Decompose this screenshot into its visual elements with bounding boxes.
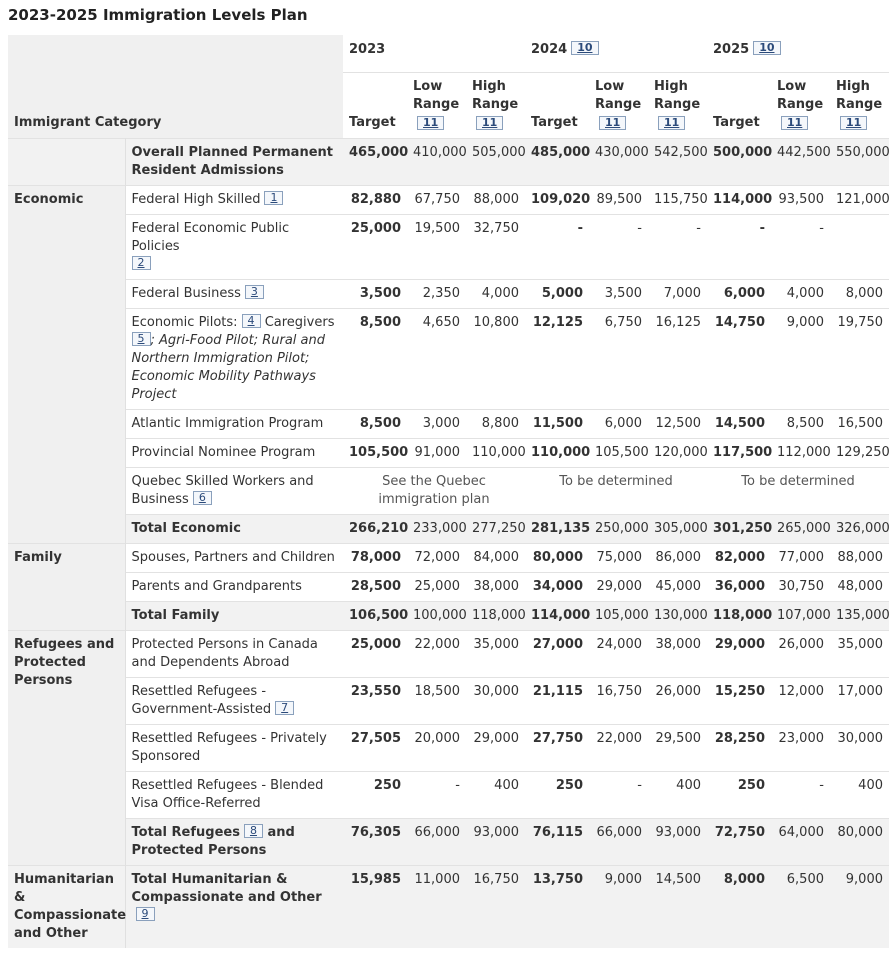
row-label: Total Humanitarian & Compassionate and Other9	[125, 866, 343, 949]
value-cell: 12,125	[525, 309, 589, 410]
value-cell: 45,000	[648, 573, 707, 602]
value-cell: 35,000	[830, 631, 889, 678]
footnote-link-2[interactable]: 2	[132, 256, 151, 270]
value-cell: 13,750	[525, 866, 589, 949]
footnote-link-7[interactable]: 7	[275, 701, 294, 715]
value-cell: 78,000	[343, 544, 407, 573]
value-cell	[830, 215, 889, 280]
value-cell: 16,750	[589, 678, 648, 725]
value-cell: 9,000	[830, 866, 889, 949]
immigration-levels-table	[8, 35, 889, 948]
value-cell: 500,000	[707, 139, 771, 186]
row-label: Resettled Refugees - Privately Sponsored	[125, 725, 343, 772]
table-row-spouses-partners-children	[8, 544, 889, 573]
value-cell: 25,000	[343, 631, 407, 678]
value-cell: 30,000	[466, 678, 525, 725]
value-cell: -	[525, 215, 589, 280]
value-cell: 93,500	[771, 186, 830, 215]
value-cell: 277,250	[466, 515, 525, 544]
value-cell: 86,000	[648, 544, 707, 573]
value-cell: 550,000	[830, 139, 889, 186]
footnote-link-8[interactable]: 8	[244, 824, 263, 838]
value-cell: -	[589, 772, 648, 819]
footnote-link-3[interactable]: 3	[245, 285, 264, 299]
value-cell: 82,880	[343, 186, 407, 215]
note-2023: See the Quebec immigration plan	[343, 468, 525, 515]
footnote-link-11[interactable]: 11	[781, 116, 808, 130]
value-cell: 6,750	[589, 309, 648, 410]
value-cell: 100,000	[407, 602, 466, 631]
footnote-link-10[interactable]: 10	[753, 41, 780, 55]
value-cell: 88,000	[466, 186, 525, 215]
value-cell: 110,000	[466, 439, 525, 468]
value-cell: 38,000	[648, 631, 707, 678]
row-label: Resettled Refugees - Government-Assisted 7	[125, 678, 343, 725]
value-cell: 465,000	[343, 139, 407, 186]
value-cell: 118,000	[466, 602, 525, 631]
value-cell: -	[707, 215, 771, 280]
value-cell: 15,985	[343, 866, 407, 949]
table-row-total-economic	[8, 515, 889, 544]
category-economic: Economic	[8, 186, 125, 544]
footnote-link-11[interactable]: 11	[417, 116, 444, 130]
value-cell: 25,000	[407, 573, 466, 602]
value-cell: 29,000	[466, 725, 525, 772]
table-row-provincial-nominee	[8, 439, 889, 468]
value-cell: 9,000	[771, 309, 830, 410]
value-cell: 35,000	[466, 631, 525, 678]
table-row-atlantic-immigration	[8, 410, 889, 439]
footnote-link-11[interactable]: 11	[658, 116, 685, 130]
value-cell: 8,500	[771, 410, 830, 439]
value-cell: 430,000	[589, 139, 648, 186]
header-low-range: Low Range 11	[589, 73, 648, 139]
table-row-parents-grandparents	[8, 573, 889, 602]
value-cell: 105,500	[343, 439, 407, 468]
value-cell: 542,500	[648, 139, 707, 186]
value-cell: 32,750	[466, 215, 525, 280]
footnote-link-6[interactable]: 6	[193, 491, 212, 505]
value-cell: 9,000	[589, 866, 648, 949]
value-cell: 250	[707, 772, 771, 819]
value-cell: 67,750	[407, 186, 466, 215]
value-cell: 84,000	[466, 544, 525, 573]
value-cell: 28,500	[343, 573, 407, 602]
header-target: Target	[525, 73, 589, 139]
value-cell: 23,000	[771, 725, 830, 772]
footnote-link-11[interactable]: 11	[840, 116, 867, 130]
value-cell: 64,000	[771, 819, 830, 866]
row-label: Federal High Skilled 1	[125, 186, 343, 215]
header-low-range: Low Range 11	[407, 73, 466, 139]
value-cell: 250	[525, 772, 589, 819]
category-family: Family	[8, 544, 125, 631]
value-cell: 250	[343, 772, 407, 819]
value-cell: 14,500	[707, 410, 771, 439]
footnote-link-11[interactable]: 11	[599, 116, 626, 130]
value-cell: 266,210	[343, 515, 407, 544]
row-label: Resettled Refugees - Blended Visa Office-Referred	[125, 772, 343, 819]
table-row-government-assisted	[8, 678, 889, 725]
value-cell: 21,115	[525, 678, 589, 725]
value-cell: 34,000	[525, 573, 589, 602]
value-cell: 4,000	[771, 280, 830, 309]
value-cell: 2,350	[407, 280, 466, 309]
table-row-federal-high-skilled	[8, 186, 889, 215]
header-year-2023: 2023	[343, 35, 525, 73]
value-cell: 12,500	[648, 410, 707, 439]
value-cell: 16,125	[648, 309, 707, 410]
value-cell: 27,750	[525, 725, 589, 772]
row-label: Federal Business 3	[125, 280, 343, 309]
value-cell: 281,135	[525, 515, 589, 544]
row-label: Provincial Nominee Program	[125, 439, 343, 468]
row-label: Overall Planned Permanent Resident Admissions	[125, 139, 343, 186]
value-cell: 3,000	[407, 410, 466, 439]
value-cell: 5,000	[525, 280, 589, 309]
value-cell: 110,000	[525, 439, 589, 468]
value-cell: 93,000	[648, 819, 707, 866]
value-cell: 7,000	[648, 280, 707, 309]
header-high-range: High Range 11	[466, 73, 525, 139]
value-cell: 88,000	[830, 544, 889, 573]
value-cell: 89,500	[589, 186, 648, 215]
value-cell: 8,500	[343, 410, 407, 439]
value-cell: 20,000	[407, 725, 466, 772]
value-cell: 400	[830, 772, 889, 819]
value-cell: 26,000	[648, 678, 707, 725]
value-cell: 82,000	[707, 544, 771, 573]
value-cell: -	[771, 772, 830, 819]
value-cell: 117,500	[707, 439, 771, 468]
row-label: Federal Economic Public Policies 2	[125, 215, 343, 280]
value-cell: 22,000	[407, 631, 466, 678]
value-cell: 265,000	[771, 515, 830, 544]
value-cell: 26,000	[771, 631, 830, 678]
value-cell: 112,000	[771, 439, 830, 468]
table-row-privately-sponsored	[8, 725, 889, 772]
value-cell: 8,800	[466, 410, 525, 439]
table-row-economic-pilots	[8, 309, 889, 410]
value-cell: 29,500	[648, 725, 707, 772]
value-cell: 130,000	[648, 602, 707, 631]
value-cell: 326,000	[830, 515, 889, 544]
value-cell: 105,000	[589, 602, 648, 631]
value-cell: 28,250	[707, 725, 771, 772]
footnote-link-4[interactable]: 4	[242, 314, 261, 328]
table-row-total-family	[8, 602, 889, 631]
row-label: Total Refugees 8 and Protected Persons	[125, 819, 343, 866]
header-year-2024: 2024 10	[525, 35, 707, 73]
value-cell: 72,750	[707, 819, 771, 866]
footnote-link-1[interactable]: 1	[264, 191, 283, 205]
value-cell: 36,000	[707, 573, 771, 602]
value-cell: 91,000	[407, 439, 466, 468]
value-cell: 442,500	[771, 139, 830, 186]
value-cell: 22,000	[589, 725, 648, 772]
table-row-protected-persons	[8, 631, 889, 678]
value-cell: 305,000	[648, 515, 707, 544]
value-cell: 17,000	[830, 678, 889, 725]
value-cell: -	[771, 215, 830, 280]
value-cell: 12,000	[771, 678, 830, 725]
row-label: Protected Persons in Canada and Dependents Abroad	[125, 631, 343, 678]
header-target: Target	[343, 73, 407, 139]
value-cell: 72,000	[407, 544, 466, 573]
value-cell: 11,000	[407, 866, 466, 949]
value-cell: 4,650	[407, 309, 466, 410]
value-cell: 135,000	[830, 602, 889, 631]
value-cell: 233,000	[407, 515, 466, 544]
value-cell: 76,305	[343, 819, 407, 866]
value-cell: 93,000	[466, 819, 525, 866]
value-cell: 8,500	[343, 309, 407, 410]
footnote-link-10[interactable]: 10	[571, 41, 598, 55]
value-cell: 118,000	[707, 602, 771, 631]
value-cell: 400	[648, 772, 707, 819]
value-cell: 23,550	[343, 678, 407, 725]
value-cell: 6,000	[589, 410, 648, 439]
table-row-overall	[8, 139, 889, 186]
value-cell: 109,020	[525, 186, 589, 215]
value-cell: 80,000	[830, 819, 889, 866]
value-cell: 29,000	[707, 631, 771, 678]
header-immigrant-category: Immigrant Category	[8, 35, 343, 139]
table-row-total-refugees	[8, 819, 889, 866]
value-cell: 16,500	[830, 410, 889, 439]
levels-table-container[interactable]	[8, 35, 890, 954]
category-cell-empty	[8, 139, 125, 186]
value-cell: 6,000	[707, 280, 771, 309]
table-row-federal-economic-public-policies	[8, 215, 889, 280]
value-cell: 250,000	[589, 515, 648, 544]
value-cell: 14,750	[707, 309, 771, 410]
table-row-quebec-skilled-workers	[8, 468, 889, 515]
footnote-link-5[interactable]: 5	[132, 332, 151, 346]
header-high-range: High Range 11	[830, 73, 889, 139]
value-cell: 3,500	[343, 280, 407, 309]
value-cell: 115,750	[648, 186, 707, 215]
value-cell: 27,505	[343, 725, 407, 772]
value-cell: 485,000	[525, 139, 589, 186]
value-cell: 11,500	[525, 410, 589, 439]
value-cell: 75,000	[589, 544, 648, 573]
value-cell: 24,000	[589, 631, 648, 678]
value-cell: 114,000	[525, 602, 589, 631]
value-cell: -	[648, 215, 707, 280]
value-cell: 66,000	[589, 819, 648, 866]
value-cell: -	[407, 772, 466, 819]
value-cell: 301,250	[707, 515, 771, 544]
footnote-link-9[interactable]: 9	[136, 907, 155, 921]
value-cell: 121,000	[830, 186, 889, 215]
page-title: 2023-2025 Immigration Levels Plan	[8, 6, 308, 24]
value-cell: 16,750	[466, 866, 525, 949]
value-cell: 48,000	[830, 573, 889, 602]
value-cell: 66,000	[407, 819, 466, 866]
category-refugees: Refugees and Protected Persons	[8, 631, 125, 866]
value-cell: 18,500	[407, 678, 466, 725]
value-cell: 30,750	[771, 573, 830, 602]
note-2025: To be determined	[707, 468, 889, 515]
value-cell: 505,000	[466, 139, 525, 186]
value-cell: 76,115	[525, 819, 589, 866]
row-label: Atlantic Immigration Program	[125, 410, 343, 439]
value-cell: -	[589, 215, 648, 280]
value-cell: 38,000	[466, 573, 525, 602]
value-cell: 10,800	[466, 309, 525, 410]
value-cell: 27,000	[525, 631, 589, 678]
value-cell: 25,000	[343, 215, 407, 280]
footnote-link-11[interactable]: 11	[476, 116, 503, 130]
value-cell: 80,000	[525, 544, 589, 573]
category-humanitarian: Humanitarian & Compassionate and Other	[8, 866, 125, 949]
value-cell: 14,500	[648, 866, 707, 949]
value-cell: 400	[466, 772, 525, 819]
row-label: Parents and Grandparents	[125, 573, 343, 602]
value-cell: 3,500	[589, 280, 648, 309]
value-cell: 4,000	[466, 280, 525, 309]
value-cell: 8,000	[707, 866, 771, 949]
row-label: Total Economic	[125, 515, 343, 544]
row-label: Total Family	[125, 602, 343, 631]
value-cell: 29,000	[589, 573, 648, 602]
value-cell: 77,000	[771, 544, 830, 573]
header-target: Target	[707, 73, 771, 139]
value-cell: 19,750	[830, 309, 889, 410]
value-cell: 107,000	[771, 602, 830, 631]
value-cell: 15,250	[707, 678, 771, 725]
note-2024: To be determined	[525, 468, 707, 515]
header-low-range: Low Range 11	[771, 73, 830, 139]
value-cell: 19,500	[407, 215, 466, 280]
row-label: Spouses, Partners and Children	[125, 544, 343, 573]
value-cell: 30,000	[830, 725, 889, 772]
table-row-total-humanitarian	[8, 866, 889, 949]
value-cell: 105,500	[589, 439, 648, 468]
header-year-2025: 2025 10	[707, 35, 889, 73]
value-cell: 106,500	[343, 602, 407, 631]
value-cell: 114,000	[707, 186, 771, 215]
value-cell: 129,250	[830, 439, 889, 468]
table-row-federal-business	[8, 280, 889, 309]
header-high-range: High Range 11	[648, 73, 707, 139]
row-label: Quebec Skilled Workers and Business 6	[125, 468, 343, 515]
value-cell: 6,500	[771, 866, 830, 949]
value-cell: 8,000	[830, 280, 889, 309]
value-cell: 410,000	[407, 139, 466, 186]
table-row-blended-visa-office	[8, 772, 889, 819]
value-cell: 120,000	[648, 439, 707, 468]
row-label: Economic Pilots: 4 Caregivers 5 ; Agri-Food Pilot; Rural and Northern Immigration Pilot; Economic Mobility Pathways Project	[125, 309, 343, 410]
